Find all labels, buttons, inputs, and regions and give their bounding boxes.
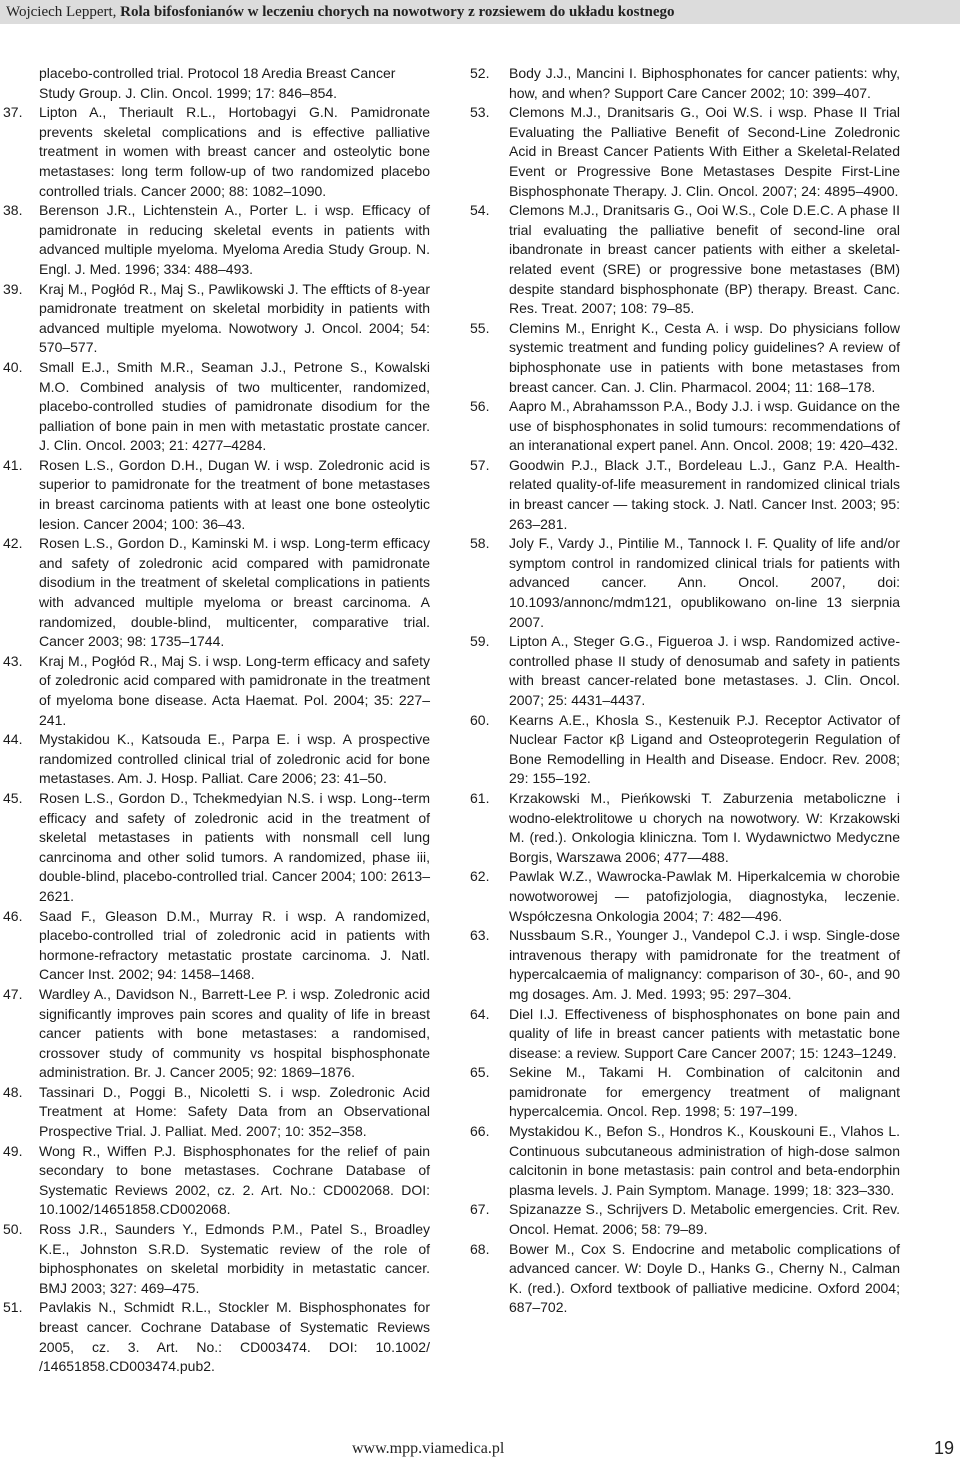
- reference-text: Rosen L.S., Gordon D., Kaminski M. i wsp. Long-term efficacy and safety of zoledronic acid compared with pamidronate disodium in the treatment of skeletal complications in patients with advanced multiple myeloma or breast carcinoma. A randomized, double-blind, multicenter, comparative trial. Cancer 2003; 98: 1735–1744.: [39, 535, 430, 650]
- reference-text: Clemins M., Enright K., Cesta A. i wsp. Do physicians follow systemic treatment and funding policy guidelines? A review of biphosphonate use in patients with bone metastases from breast cancer. Can. J. Clin. Pharmacol. 2004; 11: 168–178.: [509, 319, 900, 395]
- reference-number: 55.: [470, 319, 490, 336]
- running-header: [0, 0, 960, 24]
- reference-number: 64.: [470, 1005, 490, 1022]
- reference-number: 40.: [3, 358, 23, 375]
- reference-item: [470, 534, 900, 632]
- reference-number: 48.: [3, 1083, 23, 1100]
- reference-item: [470, 1122, 900, 1200]
- reference-text: Nussbaum S.R., Younger J., Vandepol C.J. i wsp. Single-dose intravenous therapy with pamidronate for the treatment of hypercalcaemia of malignancy: comparison of 30-, 60-, and 90 mg dosages. Am. J. Med. 1993; 95: 297–304.: [509, 927, 900, 1002]
- reference-item: [470, 456, 900, 534]
- reference-item: [470, 789, 900, 867]
- reference-text: Rosen L.S., Gordon D., Tchekmedyian N.S. i wsp. Long--term efficacy and safety of zoledronic acid in the treatment of skeletal metastases in patients with nonsmall cell lung canrcinoma and other solid tumors. A randomized, phase iii, double-blind, placebo-controlled trial. Cancer 2004; 100: 2613–2621.: [39, 789, 430, 904]
- reference-text: Berenson J.R., Lichtenstein A., Porter L. i wsp. Efficacy of pamidronate in reducing skeletal events in patients with advanced multiple myeloma. Myeloma Aredia Study Group. N. Engl. J. Med. 1996; 334: 488–493.: [39, 202, 430, 277]
- reference-text: Sekine M., Takami H. Combination of calcitonin and pamidronate for emergency treatment of malignant hypercalcemia. Oncol. Rep. 1998; 5: 197–199.: [509, 1064, 900, 1120]
- reference-item: [470, 319, 900, 397]
- reference-text: Wardley A., Davidson N., Barrett-Lee P. i wsp. Zoledronic acid significantly improves pain scores and quality of life in breast cancer patients with bone metastases: a randomised, crossover study of community vs hospital bisphosphonate administration. Br. J. Cancer 2005; 92: 1869–1876.: [39, 985, 430, 1081]
- reference-number: 52.: [470, 65, 490, 81]
- header-title: Rola bifosfonianów w leczeniu chorych na nowotwory z rozsiewem do układu kostnego: [120, 4, 675, 20]
- reference-number: 49.: [3, 1142, 23, 1159]
- reference-number: 66.: [470, 1123, 490, 1140]
- reference-number: 54.: [470, 202, 490, 219]
- reference-number: 37.: [3, 104, 23, 121]
- reference-item: [0, 358, 430, 456]
- reference-number: 65.: [470, 1064, 490, 1081]
- reference-number: 67.: [470, 1201, 490, 1218]
- reference-item: [470, 103, 900, 201]
- reference-item: [470, 201, 900, 319]
- reference-text: Rosen L.S., Gordon D.H., Dugan W. i wsp. Zoledronic acid is superior to pamidronate for the treatment of bone metastases in breast carcinoma patients with at least one bone osteolytic lesion. Cancer 2004; 100: 36–43.: [39, 456, 430, 532]
- header-author: Wojciech Leppert,: [6, 4, 117, 20]
- left-column: [0, 64, 430, 1377]
- reference-text: Tassinari D., Poggi B., Nicoletti S. i wsp. Zoledronic Acid Treatment at Home: Safety Data from an Observational Prospective Trial. J. Palliat. Med. 2007; 10: 352–358.: [39, 1083, 430, 1140]
- reference-text: Spizanazze S., Schrijvers D. Metabolic emergencies. Crit. Rev. Oncol. Hemat. 2006; 58: 79–89.: [509, 1201, 900, 1238]
- reference-item: [470, 1005, 900, 1064]
- reference-number: 59.: [470, 633, 490, 650]
- reference-item: [0, 1142, 430, 1220]
- reference-list-right: [470, 64, 900, 1318]
- reference-text: Diel I.J. Effectiveness of bisphosphonates on bone pain and quality of life in breast cancer patients with metastatic bone disease: a review. Support Care Cancer 2007; 15: 1243–1249.: [509, 1005, 900, 1061]
- reference-number: 58.: [470, 535, 490, 552]
- reference-item: [0, 201, 430, 279]
- reference-text: Pawlak W.Z., Wawrocka-Pawlak M. Hiperkalcemia w chorobie nowotworowej — patofizjologia, diagnostyka, leczenie. Współczesna Onkologia 2004; 7: 482—496.: [509, 868, 900, 924]
- reference-number: 60.: [470, 711, 490, 728]
- reference-text: Saad F., Gleason D.M., Murray R. i wsp. A randomized, placebo-controlled trial of zoledronic acid in patients with hormone-refractory metastatic prostate carcinoma. J. Natl. Cancer Inst. 2002; 94: 1458–1468.: [39, 907, 430, 983]
- reference-number: 45.: [3, 789, 23, 806]
- right-column: [470, 64, 900, 1318]
- reference-item: [0, 280, 430, 358]
- reference-item: [0, 103, 430, 201]
- reference-item: [0, 907, 430, 985]
- reference-text: Ross J.R., Saunders Y., Edmonds P.M., Patel S., Broadley K.E., Johnston S.R.D. Systematic review of the role of biphosphonates on skeletal morbidity in metastatic cancer. BMJ 2003; 327: 469–475.: [39, 1221, 430, 1296]
- reference-item: [470, 64, 900, 103]
- reference-list-left: [0, 103, 430, 1377]
- reference-text: Aapro M., Abrahamsson P.A., Body J.J. i wsp. Guidance on the use of bisphosphonates in solid tumours: recommendations of an interanational expert panel. Ann. Oncol. 2008; 19: 420–432.: [509, 398, 900, 454]
- reference-text: Joly F., Vardy J., Pintilie M., Tannock I. F. Quality of life and/or symptom control in randomized clinical trials for patients with advanced cancer. Ann. Oncol. 2007, doi: 10.1093/annonc/mdm121, opublikowano on-line 13 sierpnia 2007.: [509, 535, 900, 630]
- reference-text: Pavlakis N., Schmidt R.L., Stockler M. Bisphosphonates for breast cancer. Cochrane Database of Systematic Reviews 2005, cz. 3. Art. No.: CD003474. DOI: 10.1002/ /14651858.CD003474.pub2.: [39, 1299, 430, 1375]
- reference-item: [0, 730, 430, 789]
- reference-text: Clemons M.J., Dranitsaris G., Ooi W.S., Cole D.E.C. A phase II trial evaluating the palliative benefit of second-line oral ibandronate in breast cancer patients with either a skeletal-related event (SRE) or progressive bone metastases (BM) despite standard bisphosphonate (BP) therapy. Breast. Canc. Res. Treat. 2007; 108: 79–85.: [509, 202, 900, 317]
- reference-item: [470, 867, 900, 926]
- reference-number: 38.: [3, 202, 23, 219]
- reference-item: [0, 789, 430, 907]
- reference-item: [470, 1240, 900, 1318]
- reference-item: [470, 711, 900, 789]
- reference-number: 68.: [470, 1240, 490, 1257]
- reference-number: 44.: [3, 731, 23, 748]
- reference-item: [470, 397, 900, 456]
- reference-item: [470, 1200, 900, 1239]
- reference-item: [470, 926, 900, 1004]
- reference-text: Krzakowski M., Pieńkowski T. Zaburzenia metaboliczne i wodno-elektrolitowe u chorych na nowotwory. W: Krzakowski M. (red.). Onkologia kliniczna. Tom I. Wydawnictwo Medyczne Borgis, Warszawa 2006; 477—488.: [509, 789, 900, 865]
- reference-text: Body J.J., Mancini I. Biphosphonates for cancer patients: why, how, and when? Support Care Cancer 2002; 10: 399–407.: [509, 65, 900, 101]
- reference-number: 53.: [470, 104, 490, 121]
- page-number: 19: [934, 1438, 955, 1458]
- reference-number: 47.: [3, 985, 23, 1002]
- reference-item: [0, 1083, 430, 1142]
- reference-text: Kearns A.E., Khosla S., Kestenuik P.J. Receptor Activator of Nuclear Factor κβ Ligand and Osteoprotegerin Regulation of Bone Remodelling in Health and Disease. Endocr. Rev. 2008; 29: 155–192.: [509, 711, 900, 787]
- reference-text: Goodwin P.J., Black J.T., Bordeleau L.J., Ganz P.A. Health-related quality-of-life measurement in randomized clinical trials in breast cancer — taking stock. J. Natl. Cancer Inst. 2003; 95: 263–281.: [509, 456, 900, 532]
- reference-item: [0, 985, 430, 1083]
- reference-item: [470, 1063, 900, 1122]
- reference-continuation: placebo-controlled trial. Protocol 18 Aredia Breast Cancer Study Group. J. Clin. Oncol. 1999; 17: 846–854.: [39, 65, 396, 101]
- reference-number: 46.: [3, 907, 23, 924]
- reference-item: [0, 534, 430, 652]
- reference-number: 51.: [3, 1299, 23, 1316]
- reference-item: [0, 1220, 430, 1298]
- reference-text: Lipton A., Steger G.G., Figueroa J. i wsp. Randomized active-controlled phase II study of denosumab and safety in patients with breast cancer-related bone metastases. J. Clin. Oncol. 2007; 25: 4431–4437.: [509, 633, 900, 708]
- footer-url[interactable]: www.mpp.viamedica.pl: [352, 1440, 505, 1457]
- reference-text: Kraj M., Pogłód R., Maj S. i wsp. Long-term efficacy and safety of zoledronic acid compared with pamidronate in the treatment of myeloma bone disease. Acta Haemat. Pol. 2004; 35: 227–241.: [39, 652, 430, 728]
- reference-number: 39.: [3, 280, 23, 297]
- reference-text: Clemons M.J., Dranitsaris G., Ooi W.S. i wsp. Phase II Trial Evaluating the Palliative Benefit of Second-Line Zoledronic Acid in Breast Cancer Patients With Either a Skeletal-Related Event or Progressive Bone Metastases Despite First-Line Bisphosphonate Therapy. J. Clin. Oncol. 2007; 24: 4895–4900.: [509, 104, 900, 199]
- reference-number: 63.: [470, 927, 490, 944]
- reference-number: 43.: [3, 652, 23, 669]
- reference-text: Mystakidou K., Befon S., Hondros K., Kouskouni E., Vlahos L. Continuous subcutaneous administration of high-dose salmon calcitonin in bone metastasis: pain control and beta-endorphin plasma levels. J. Pain Symptom. Manage. 1999; 18: 323–330.: [509, 1123, 900, 1198]
- reference-number: 56.: [470, 398, 490, 415]
- reference-item: [0, 1298, 430, 1376]
- reference-item: [0, 652, 430, 730]
- reference-number: 41.: [3, 456, 23, 473]
- reference-text: Kraj M., Pogłód R., Maj S., Pawlikowski J. The effticts of 8-year pamidronate treatment on skeletal morbidity in patients with advanced multiple myeloma. Nowotwory J. Oncol. 2004; 54: 570–577.: [39, 280, 430, 356]
- reference-text: Mystakidou K., Katsouda E., Parpa E. i wsp. A prospective randomized controlled clinical trial of zoledronic acid for bone metastases. Am. J. Hosp. Palliat. Care 2006; 23: 41–50.: [39, 731, 430, 787]
- reference-text: Lipton A., Theriault R.L., Hortobagyi G.N. Pamidronate prevents skeletal complications and is effective palliative treatment in women with breast cancer and osteolytic bone metastases: long term follow-up of two randomized placebo controlled trials. Cancer 2000; 88: 1082–1090.: [39, 104, 430, 199]
- reference-number: 57.: [470, 456, 490, 473]
- reference-text: Wong R., Wiffen P.J. Bisphosphonates for the relief of pain secondary to bone metastases. Cochrane Database of Systematic Reviews 2002, cz. 2. Art. No.: CD002068. DOI: 10.1002/14651858.CD002068.: [39, 1142, 430, 1218]
- reference-text: Small E.J., Smith M.R., Seaman J.J., Petrone S., Kowalski M.O. Combined analysis of two multicenter, randomized, placebo-controlled studies of pamidronate disodium for the palliation of bone pain in men with metastatic prostate cancer. J. Clin. Oncol. 2003; 21: 4277–4284.: [39, 358, 430, 454]
- reference-text: Bower M., Cox S. Endocrine and metabolic complications of advanced cancer. W: Doyle D., Hanks G., Cherny N., Calman K. (red.). Oxford textbook of palliative medicine. Oxford 2004; 687–702.: [509, 1240, 900, 1316]
- reference-number: 50.: [3, 1221, 23, 1238]
- reference-number: 62.: [470, 868, 490, 885]
- reference-number: 42.: [3, 535, 23, 552]
- reference-item: [470, 632, 900, 710]
- reference-number: 61.: [470, 789, 490, 806]
- reference-item: [0, 456, 430, 534]
